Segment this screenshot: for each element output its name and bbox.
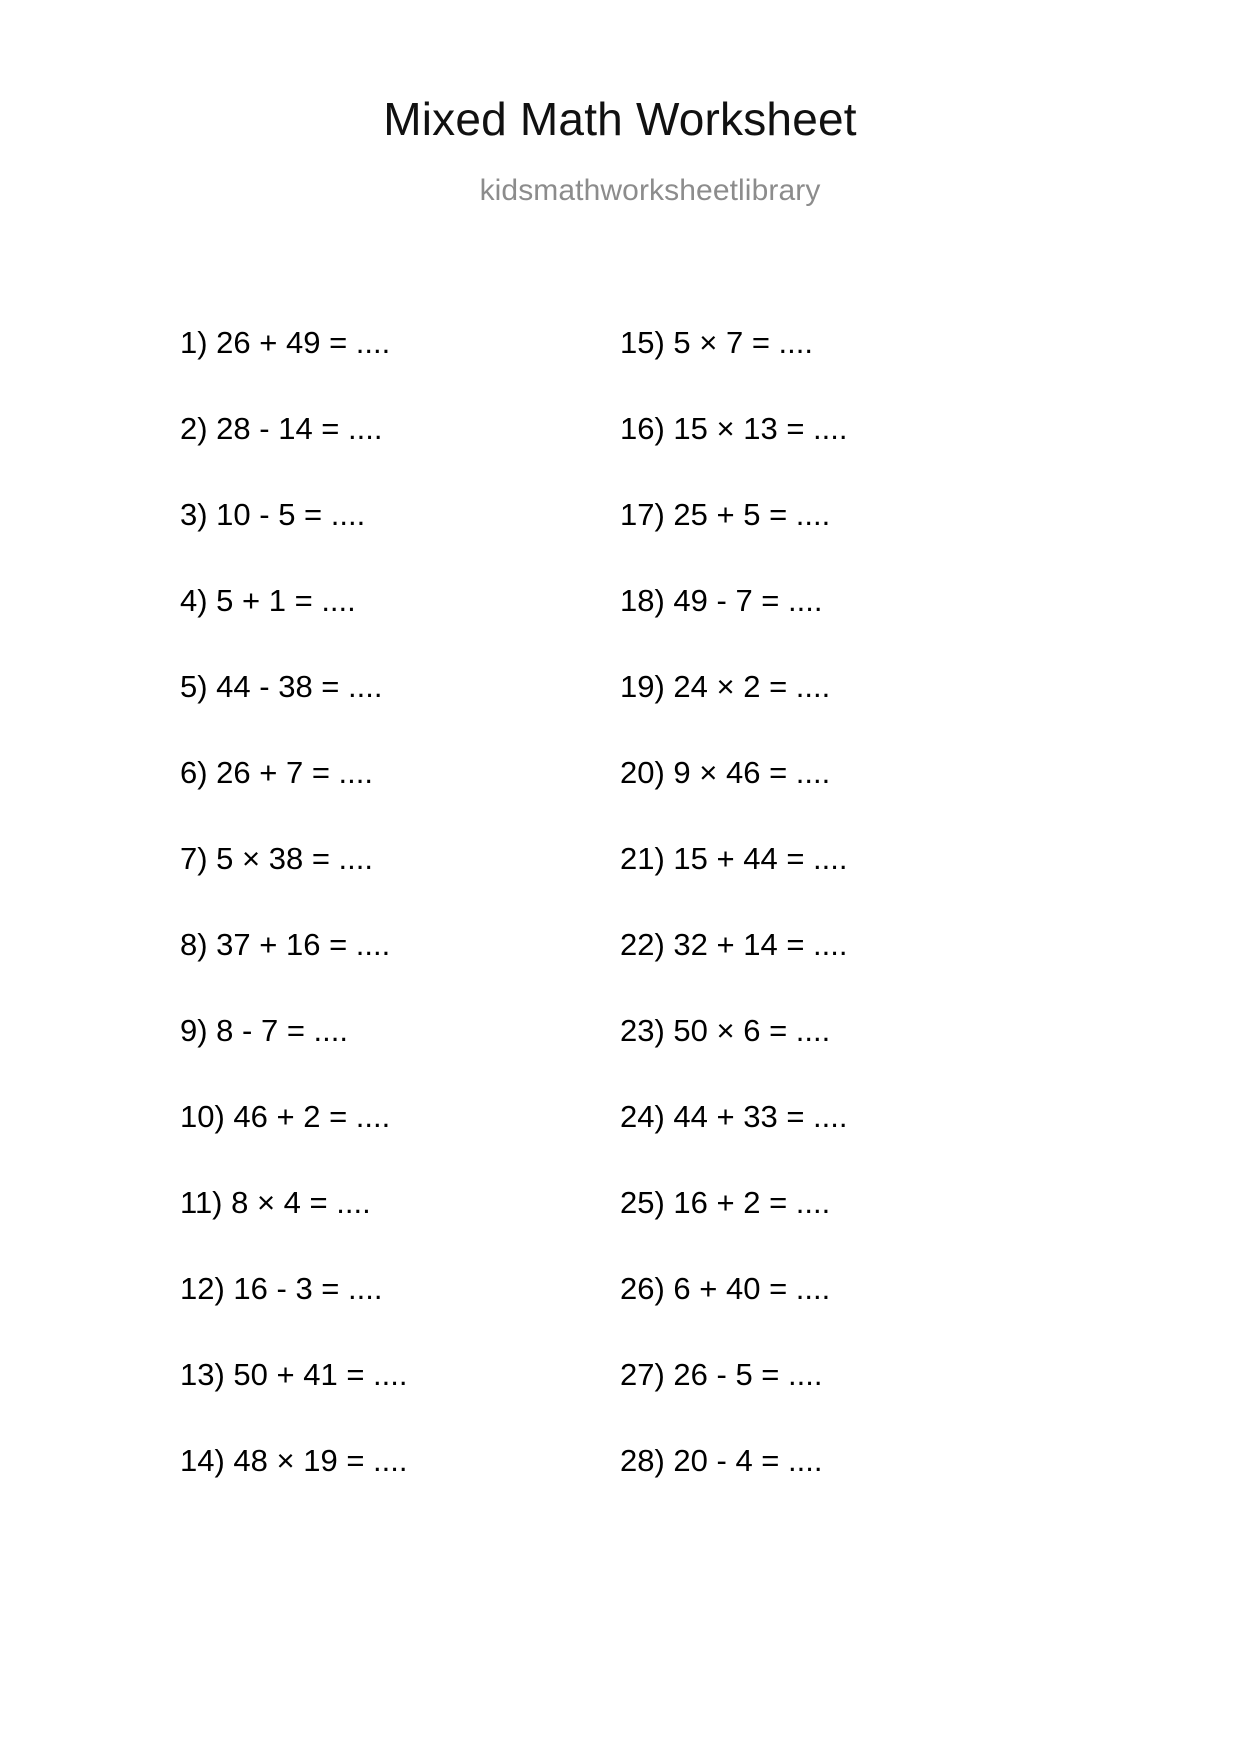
problem-item: 13) 50 + 41 = .... [180,1357,408,1392]
problem-item: 11) 8 × 4 = .... [180,1185,371,1220]
problem-item: 3) 10 - 5 = .... [180,497,366,532]
problem-item: 6) 26 + 7 = .... [180,755,374,790]
problem-column-right [620,300,1060,1504]
problem-item: 14) 48 × 19 = .... [180,1443,408,1478]
problem-item: 19) 24 × 2 = .... [620,669,831,704]
page-title: Mixed Math Worksheet [383,93,857,145]
problem-item: 16) 15 × 13 = .... [620,411,848,446]
problem-item: 4) 5 + 1 = .... [180,583,356,618]
problem-item: 12) 16 - 3 = .... [180,1271,383,1306]
problem-column-left [180,300,620,1504]
problem-item: 2) 28 - 14 = .... [180,411,383,446]
problem-item: 24) 44 + 33 = .... [620,1099,848,1134]
problem-item: 8) 37 + 16 = .... [180,927,391,962]
problem-item: 9) 8 - 7 = .... [180,1013,348,1048]
problem-item: 7) 5 × 38 = .... [180,841,374,876]
problem-item: 21) 15 + 44 = .... [620,841,848,876]
problem-item: 23) 50 × 6 = .... [620,1013,831,1048]
problem-item: 22) 32 + 14 = .... [620,927,848,962]
problem-item: 15) 5 × 7 = .... [620,325,814,360]
problem-item: 10) 46 + 2 = .... [180,1099,391,1134]
problem-item: 28) 20 - 4 = .... [620,1443,823,1478]
problem-list [0,300,1240,1504]
problem-item: 17) 25 + 5 = .... [620,497,831,532]
page-subtitle: kidsmathworksheetlibrary [479,174,821,207]
problem-item: 27) 26 - 5 = .... [620,1357,823,1392]
problem-item: 1) 26 + 49 = .... [180,325,391,360]
problem-item: 20) 9 × 46 = .... [620,755,831,790]
problem-item: 5) 44 - 38 = .... [180,669,383,704]
problem-item: 25) 16 + 2 = .... [620,1185,831,1220]
problem-item: 26) 6 + 40 = .... [620,1271,831,1306]
problem-item: 18) 49 - 7 = .... [620,583,823,618]
